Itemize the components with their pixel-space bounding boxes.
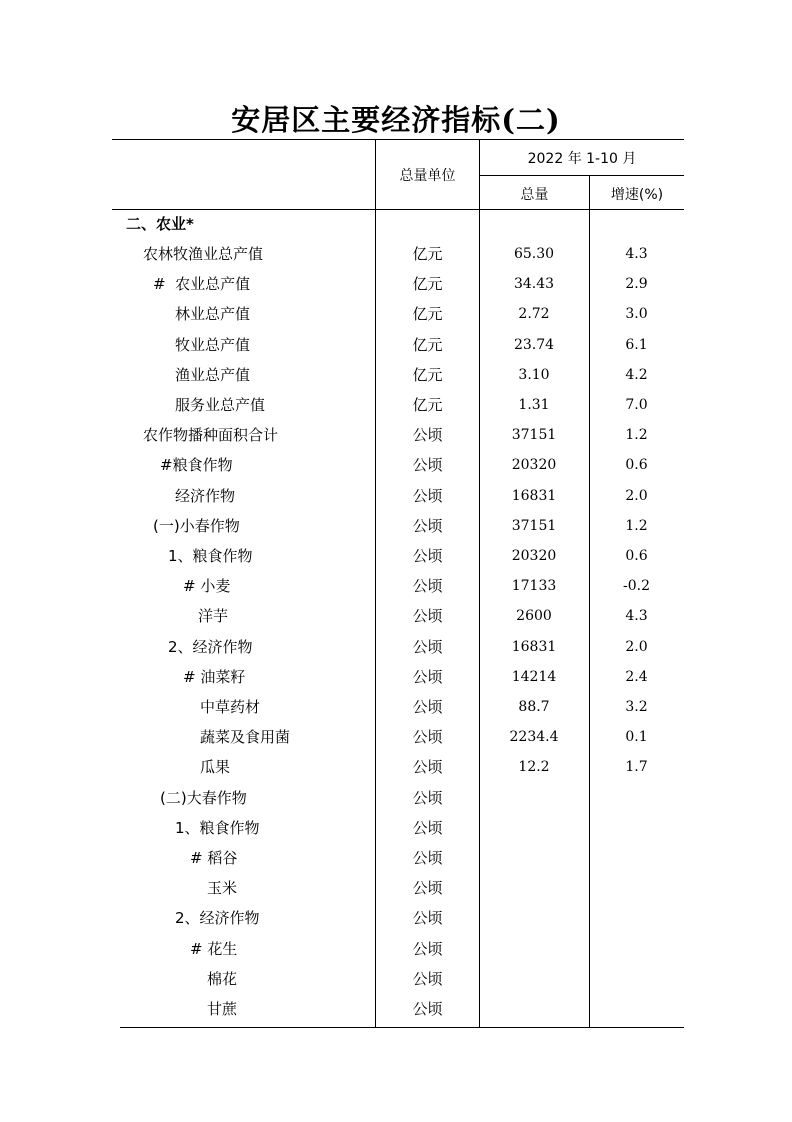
- row-unit: 公顷: [412, 456, 443, 475]
- row-unit: 公顷: [412, 486, 443, 505]
- row-unit: 公顷: [412, 516, 443, 535]
- row-unit: 亿元: [412, 335, 443, 354]
- row-label: # 农业总产值: [153, 275, 251, 294]
- row-unit: 公顷: [412, 607, 443, 626]
- row-unit: 公顷: [412, 667, 443, 686]
- total-column-header: 总量: [520, 187, 549, 203]
- row-total: 16831: [511, 638, 557, 655]
- row-label: 1、粮食作物: [168, 547, 253, 565]
- page-title: 安居区主要经济指标(二): [231, 103, 561, 137]
- table-row: [0, 541, 792, 571]
- row-label: # 油菜籽: [183, 667, 246, 686]
- section-heading-row: [0, 209, 792, 239]
- row-total: 12.2: [518, 759, 550, 776]
- row-label: 瓜果: [200, 758, 231, 777]
- table-row: [0, 934, 792, 964]
- table-top-rule: [112, 139, 684, 140]
- table-row: [0, 843, 792, 873]
- row-label: # 小麦: [183, 577, 231, 596]
- table-row: [0, 752, 792, 782]
- table-row: [0, 420, 792, 450]
- row-label: (二)大春作物: [160, 788, 247, 807]
- row-label: #粮食作物: [160, 456, 233, 475]
- row-label: # 稻谷: [190, 849, 238, 867]
- row-growth-rate: 3.2: [625, 699, 648, 715]
- table-row: [0, 269, 792, 299]
- row-label: 2、经济作物: [175, 909, 260, 928]
- row-unit: 公顷: [412, 909, 443, 928]
- row-label: 林业总产值: [175, 305, 251, 324]
- row-unit: 公顷: [412, 577, 443, 596]
- table-row: [0, 360, 792, 390]
- row-total: 20320: [511, 457, 557, 474]
- row-unit: 亿元: [412, 396, 443, 414]
- row-growth-rate: 0.1: [625, 729, 648, 746]
- row-growth-rate: 1.7: [625, 759, 648, 776]
- row-label: 中草药材: [200, 698, 261, 716]
- row-total: 14214: [511, 668, 557, 685]
- table-row: [0, 511, 792, 541]
- table-row: [0, 239, 792, 269]
- table-row: [0, 632, 792, 662]
- row-total: 1.31: [518, 397, 550, 413]
- table-row: [0, 390, 792, 420]
- table-row: [0, 994, 792, 1024]
- row-total: 20320: [511, 548, 557, 564]
- row-growth-rate: 3.0: [625, 306, 648, 323]
- row-unit: 公顷: [412, 969, 443, 988]
- row-label: 服务业总产值: [175, 396, 266, 414]
- row-total: 2600: [516, 608, 552, 625]
- row-growth-rate: 0.6: [625, 548, 648, 564]
- rate-column-header: 增速(%): [610, 187, 664, 203]
- row-total: 37151: [511, 517, 557, 534]
- row-growth-rate: 2.9: [625, 276, 648, 293]
- period-divider-rule: [480, 175, 684, 176]
- row-unit: 亿元: [412, 245, 443, 263]
- row-growth-rate: 4.3: [625, 608, 648, 625]
- row-growth-rate: 2.0: [625, 638, 648, 655]
- row-growth-rate: -0.2: [623, 578, 650, 595]
- row-unit: 公顷: [412, 849, 443, 867]
- table-row: [0, 722, 792, 752]
- table-row: [0, 330, 792, 360]
- row-unit: 公顷: [412, 758, 443, 777]
- table-row: [0, 601, 792, 631]
- row-unit: 公顷: [412, 698, 443, 716]
- row-total: 3.10: [518, 366, 550, 383]
- row-label: 农林牧渔业总产值: [143, 245, 264, 263]
- row-growth-rate: 1.2: [625, 427, 648, 444]
- row-label: 牧业总产值: [175, 335, 251, 354]
- row-growth-rate: 1.2: [625, 517, 648, 534]
- table-row: [0, 481, 792, 511]
- row-label: 经济作物: [175, 486, 236, 505]
- row-label: 1、粮食作物: [175, 818, 260, 837]
- row-unit: 公顷: [412, 426, 443, 445]
- table-row: [0, 964, 792, 994]
- row-label: 洋芋: [198, 607, 229, 626]
- row-label: 玉米: [207, 879, 238, 898]
- row-label: 甘蔗: [207, 1000, 238, 1018]
- row-unit: 公顷: [412, 818, 443, 837]
- table-row: [0, 692, 792, 722]
- table-bottom-rule: [120, 1027, 684, 1028]
- row-total: 17133: [511, 578, 557, 595]
- unit-column-header: 总量单位: [399, 168, 456, 184]
- row-unit: 亿元: [412, 305, 443, 324]
- row-label: 农作物播种面积合计: [143, 426, 279, 445]
- row-growth-rate: 0.6: [625, 457, 648, 474]
- row-growth-rate: 2.0: [625, 487, 648, 504]
- row-unit: 公顷: [412, 879, 443, 898]
- row-label: 渔业总产值: [175, 365, 251, 384]
- row-unit: 亿元: [412, 275, 443, 294]
- row-unit: 公顷: [412, 728, 443, 747]
- section-heading: 二、农业*: [126, 215, 194, 233]
- row-growth-rate: 4.3: [625, 246, 648, 262]
- row-total: 2234.4: [509, 729, 559, 746]
- row-unit: 公顷: [412, 637, 443, 656]
- row-total: 88.7: [518, 699, 550, 715]
- table-row: [0, 813, 792, 843]
- row-unit: 公顷: [412, 788, 443, 807]
- table-row: [0, 450, 792, 480]
- period-header: 2022 年 1-10 月: [527, 151, 637, 167]
- table-row: [0, 662, 792, 692]
- row-label: 蔬菜及食用菌: [200, 728, 291, 747]
- row-unit: 公顷: [412, 939, 443, 958]
- row-total: 34.43: [513, 276, 555, 293]
- row-total: 2.72: [518, 306, 550, 323]
- row-unit: 公顷: [412, 547, 443, 565]
- row-label: (一)小春作物: [153, 516, 240, 535]
- row-growth-rate: 4.2: [625, 366, 648, 383]
- row-growth-rate: 2.4: [625, 668, 648, 685]
- row-growth-rate: 7.0: [625, 397, 648, 413]
- row-label: 2、经济作物: [168, 637, 253, 656]
- row-growth-rate: 6.1: [625, 336, 648, 353]
- table-row: [0, 783, 792, 813]
- row-unit: 公顷: [412, 1000, 443, 1018]
- table-row: [0, 903, 792, 933]
- row-total: 23.74: [513, 336, 555, 353]
- row-unit: 亿元: [412, 365, 443, 384]
- table-row: [0, 299, 792, 329]
- table-row: [0, 873, 792, 903]
- row-label: 棉花: [207, 969, 238, 988]
- row-label: # 花生: [190, 939, 238, 958]
- row-total: 37151: [511, 427, 557, 444]
- row-total: 16831: [511, 487, 557, 504]
- table-row: [0, 571, 792, 601]
- row-total: 65.30: [513, 246, 555, 262]
